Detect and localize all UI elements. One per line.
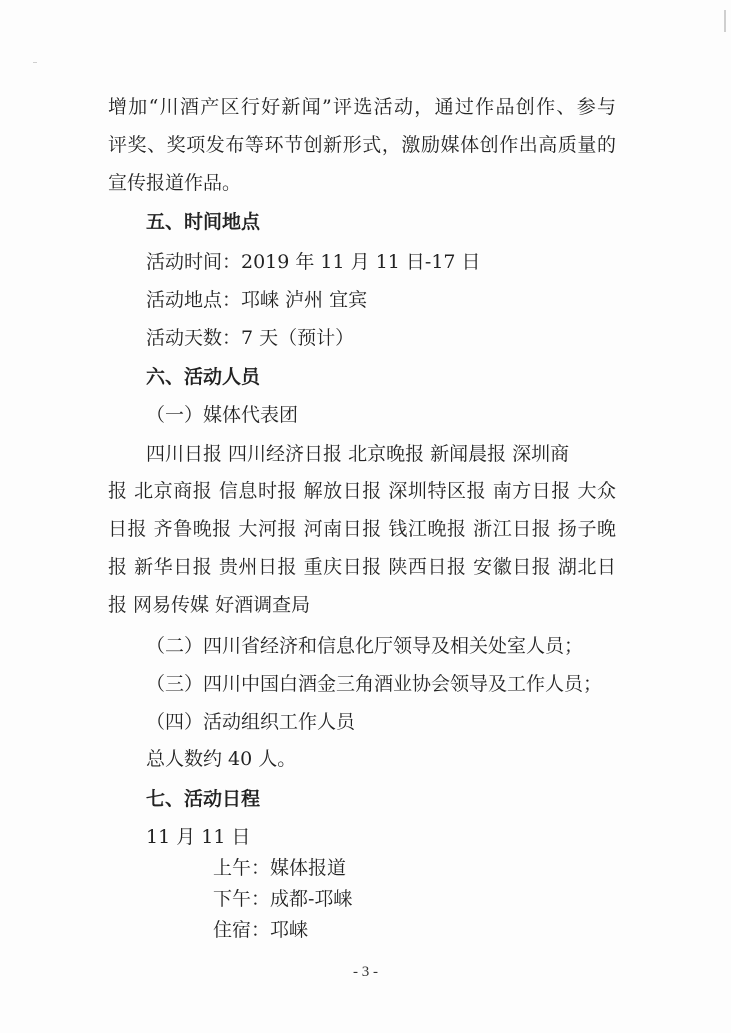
media-delegation-heading: （一）媒体代表团	[146, 404, 299, 426]
total-people: 总人数约 40 人。	[146, 748, 297, 770]
intro-line-1: 增加“川酒产区行好新闻”评选活动，通过作品创作、参与	[108, 96, 616, 118]
intro-line-2: 评奖、奖项发布等环节创新形式，激励媒体创作出高质量的	[108, 134, 616, 156]
intro-line-3: 宣传报道作品。	[108, 172, 242, 194]
schedule-date: 11 月 11 日	[146, 826, 251, 848]
activity-days: 活动天数：7 天（预计）	[146, 327, 355, 349]
personnel-item-2: （二）四川省经济和信息化厅领导及相关处室人员；	[146, 635, 584, 657]
page-number: - 3 -	[353, 964, 378, 980]
schedule-lodging: 住宿：邛崃	[213, 919, 309, 941]
activity-time: 活动时间：2019 年 11 月 11 日-17 日	[146, 251, 481, 273]
schedule-afternoon: 下午：成都-邛崃	[213, 888, 353, 910]
media-list-line-4: 报 新华日报 贵州日报 重庆日报 陕西日报 安徽日报 湖北日	[108, 556, 616, 578]
media-list-line-2: 报 北京商报 信息时报 解放日报 深圳特区报 南方日报 大众	[108, 480, 616, 502]
scan-mark-top-right	[724, 10, 726, 32]
section-6-heading: 六、活动人员	[146, 366, 261, 388]
activity-place: 活动地点：邛崃 泸州 宜宾	[146, 289, 368, 311]
media-list-line-3: 日报 齐鲁晚报 大河报 河南日报 钱江晚报 浙江日报 扬子晚	[108, 518, 616, 540]
scan-mark-left	[33, 62, 37, 63]
schedule-morning: 上午：媒体报道	[213, 857, 347, 879]
media-list-line-1: 四川日报 四川经济日报 北京晚报 新闻晨报 深圳商	[146, 443, 570, 465]
section-7-heading: 七、活动日程	[146, 788, 261, 810]
media-list-line-5: 报 网易传媒 好酒调查局	[108, 594, 311, 616]
personnel-item-3: （三）四川中国白酒金三角酒业协会领导及工作人员；	[146, 673, 603, 695]
personnel-item-4: （四）活动组织工作人员	[146, 711, 356, 733]
section-5-heading: 五、时间地点	[146, 211, 261, 233]
